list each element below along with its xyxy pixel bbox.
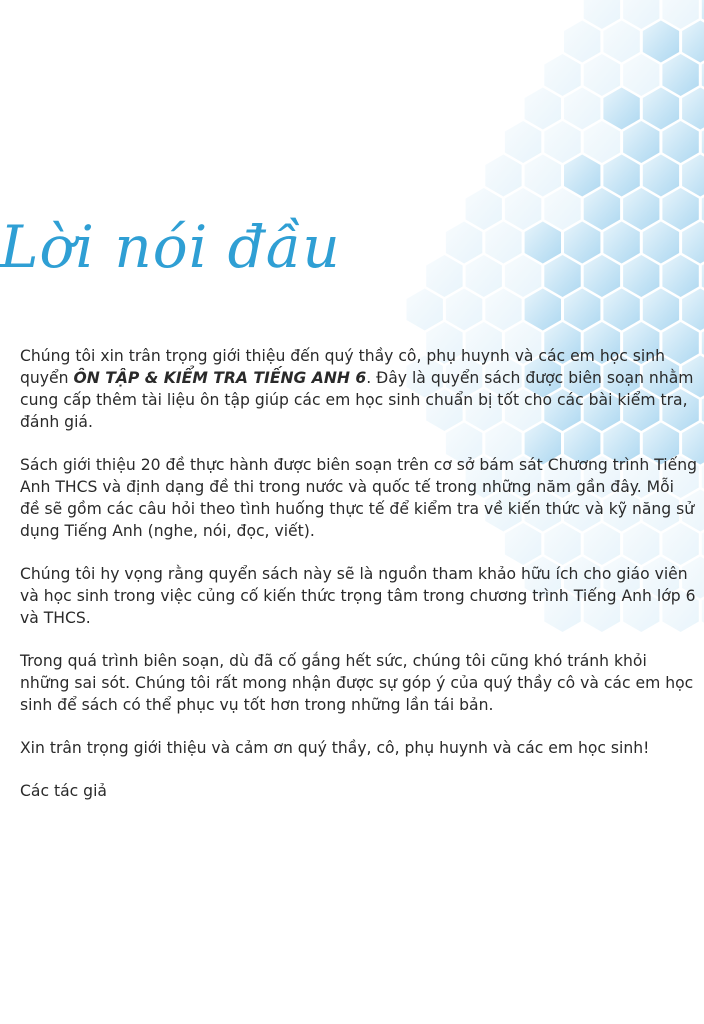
hexagon-shape bbox=[505, 121, 541, 163]
hexagon-shape bbox=[525, 155, 561, 197]
hexagon-shape bbox=[407, 289, 443, 331]
preface-body bbox=[20, 345, 698, 823]
hexagon-shape bbox=[426, 255, 462, 297]
hexagon-shape bbox=[623, 121, 659, 163]
hexagon-shape bbox=[623, 54, 659, 96]
book-title: ÔN TẬP & KIỂM TRA TIẾNG ANH 6 bbox=[73, 369, 367, 387]
hexagon-shape bbox=[662, 54, 698, 96]
hexagon-shape bbox=[682, 222, 704, 264]
hexagon-shape bbox=[682, 21, 704, 63]
hexagon-shape bbox=[584, 54, 620, 96]
hexagon-shape bbox=[564, 88, 600, 130]
hexagon-shape bbox=[603, 289, 639, 331]
paragraph-5: Xin trân trọng giới thiệu và cảm ơn quý thầy, cô, phụ huynh và các em học sinh! bbox=[20, 739, 650, 757]
hexagon-shape bbox=[643, 21, 679, 63]
hexagon-shape bbox=[603, 222, 639, 264]
hexagon-shape bbox=[525, 289, 561, 331]
hexagon-shape bbox=[544, 188, 580, 230]
hexagon-shape bbox=[603, 88, 639, 130]
hexagon-shape bbox=[623, 255, 659, 297]
hexagon-shape bbox=[682, 289, 704, 331]
hexagon-shape bbox=[466, 188, 502, 230]
hexagon-shape bbox=[446, 222, 482, 264]
hexagon-shape bbox=[584, 188, 620, 230]
hexagon-shape bbox=[525, 88, 561, 130]
page-title: Lời nói đầu bbox=[0, 213, 341, 281]
hexagon-shape bbox=[662, 121, 698, 163]
paragraph-2: Sách giới thiệu 20 đề thực hành được biên soạn trên cơ sở bám sát Chương trình Tiếng Anh THCS và định dạng đề thi trong nước và quốc tế trong những năm gần đây. Mỗi đề sẽ gồm các câu hỏi theo tình huống thực tế để kiểm tra về kiến thức và kỹ năng sử dụng Tiếng Anh (nghe, nói, đọc, viết). bbox=[20, 456, 698, 540]
hexagon-shape bbox=[505, 188, 541, 230]
hexagon-shape bbox=[643, 88, 679, 130]
paragraph-1 bbox=[20, 345, 698, 433]
hexagon-shape bbox=[603, 155, 639, 197]
hexagon-shape bbox=[446, 289, 482, 331]
hexagon-shape bbox=[662, 188, 698, 230]
paragraph-4: Trong quá trình biên soạn, dù đã cố gắng hết sức, chúng tôi cũng khó tránh khỏi những sai sót. Chúng tôi rất mong nhận được sự góp ý của quý thầy cô và các em học sinh để sách có thể phục vụ tốt hơn trong những lần tái bản. bbox=[20, 652, 694, 714]
hexagon-shape bbox=[643, 222, 679, 264]
hexagon-shape bbox=[544, 54, 580, 96]
hexagon-shape bbox=[682, 155, 704, 197]
hexagon-shape bbox=[564, 289, 600, 331]
hexagon-shape bbox=[544, 255, 580, 297]
paragraph-3: Chúng tôi hy vọng rằng quyển sách này sẽ là nguồn tham khảo hữu ích cho giáo viên và học sinh trong việc củng cố kiến thức trọng tâm trong chương trình Tiếng Anh lớp 6 và THCS. bbox=[20, 565, 696, 627]
hexagon-shape bbox=[485, 155, 521, 197]
signature: Các tác giả bbox=[20, 782, 107, 800]
hexagon-shape bbox=[662, 255, 698, 297]
hexagon-shape bbox=[525, 222, 561, 264]
hexagon-shape bbox=[603, 21, 639, 63]
hexagon-shape bbox=[564, 21, 600, 63]
hexagon-shape bbox=[564, 222, 600, 264]
paragraph-1-rest: . Đây là quyển sách được biên soạn nhằm cung cấp thêm tài liệu ôn tập giúp các em học sinh chuẩn bị tốt cho các bài kiểm tra, đánh giá. bbox=[20, 369, 694, 431]
hexagon-shape bbox=[584, 255, 620, 297]
hexagon-shape bbox=[682, 88, 704, 130]
hexagon-shape bbox=[564, 155, 600, 197]
paragraph-1-intro: Chúng tôi xin trân trọng giới thiệu đến quý thầy cô, phụ huynh và các em học sinh quyển bbox=[20, 347, 666, 387]
hexagon-shape bbox=[643, 155, 679, 197]
hexagon-shape bbox=[466, 255, 502, 297]
hexagon-shape bbox=[584, 121, 620, 163]
hexagon-shape bbox=[643, 289, 679, 331]
hexagon-shape bbox=[485, 289, 521, 331]
hexagon-shape bbox=[505, 255, 541, 297]
hexagon-shape bbox=[544, 121, 580, 163]
hexagon-shape bbox=[623, 188, 659, 230]
hexagon-shape bbox=[485, 222, 521, 264]
